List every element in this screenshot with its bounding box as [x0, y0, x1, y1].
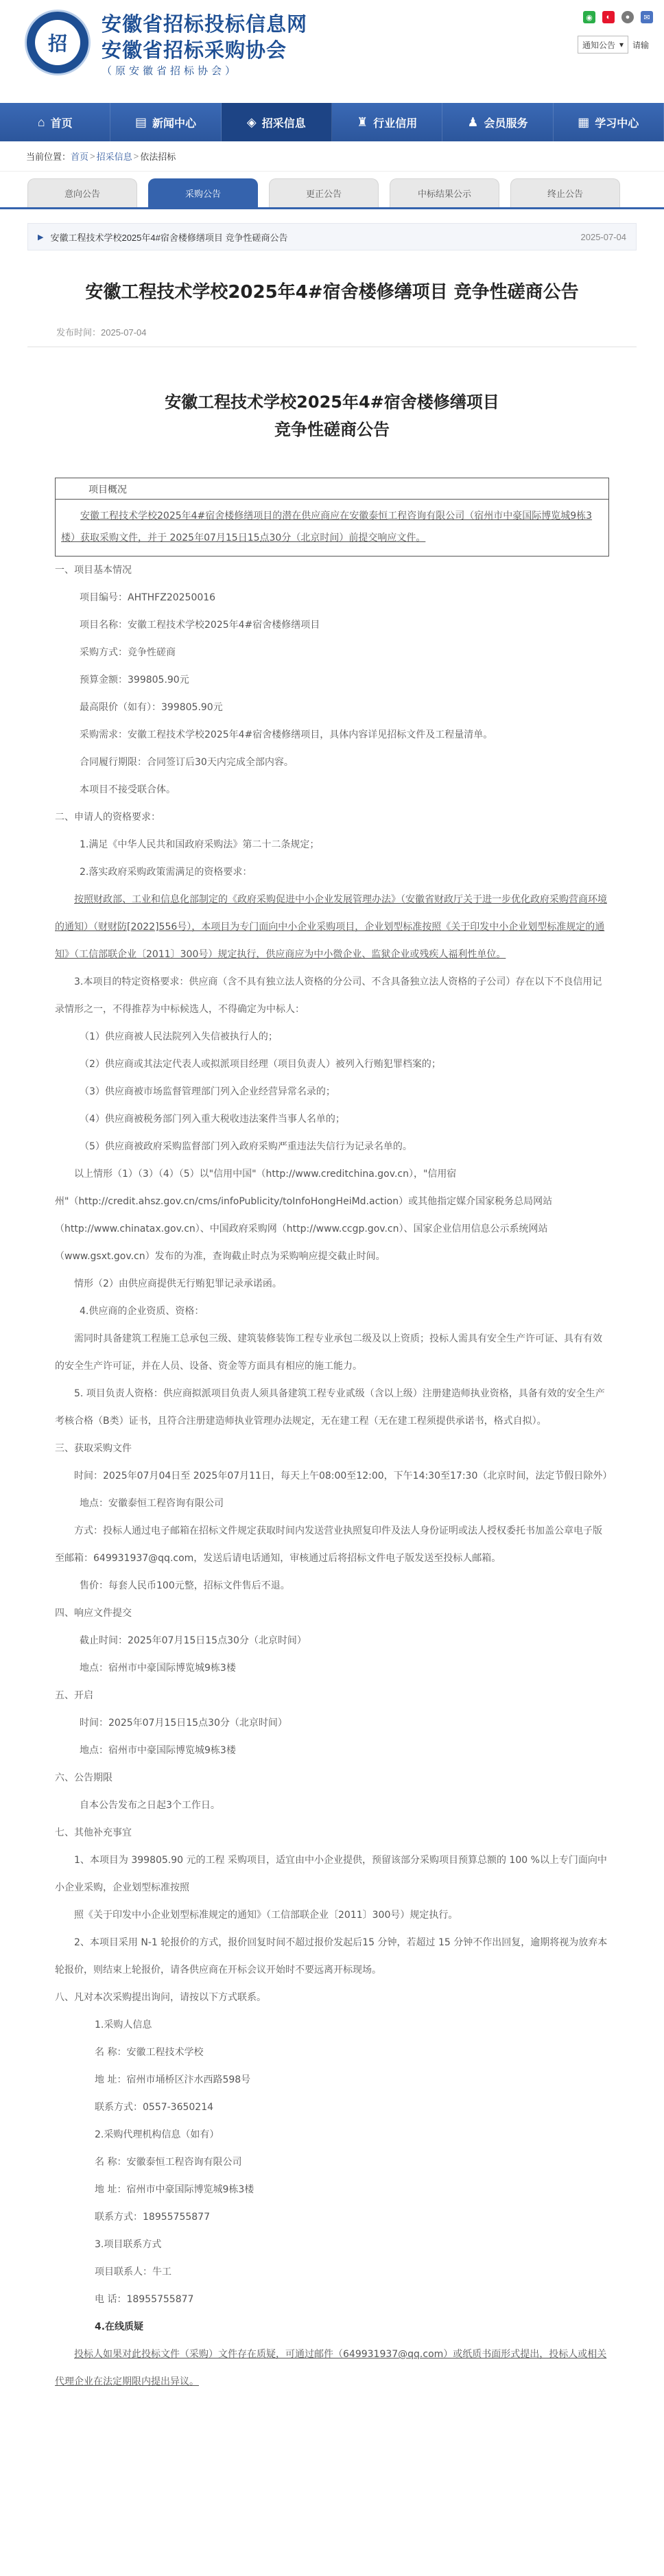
- publish-time: 发布时间：2025-07-04: [56, 327, 147, 338]
- notice-title-bar: [27, 223, 637, 250]
- paragraph: 方式：投标人通过电子邮箱在招标文件规定获取时间内发送营业执照复印件及法人身份证明或法人授权委托书加盖公章电子版至邮箱：649931937@qq.com，发送后请电话通知，审核通过后将招标文件电子版发送至投标人邮箱。: [55, 1525, 602, 1564]
- mail-icon[interactable]: ✉: [641, 11, 653, 23]
- outline-heading: 项目概况: [56, 478, 608, 500]
- list-item: （1）供应商被人民法院列入失信被执行人的；: [80, 1031, 278, 1042]
- contact-line: 联系方式：0557-3650214: [95, 2102, 214, 2113]
- learning-icon: ▦: [578, 115, 590, 129]
- paragraph: 投标人如果对此投标文件（采购）文件存在质疑，可通过邮件（649931937@qq.com）或纸质书面形式提出，投标人或相关代理企业在法定期限内提出异议。: [55, 2349, 607, 2387]
- paragraph: 2、本项目采用 N-1 轮报价的方式，报价回复时间不超过报价发起后15 分钟，若超过 15 分钟不作出回复，逾期将视为放弃本轮报价，则结束上轮报价，请各供应商在开标会议开始时不要远离开标现场。: [55, 1937, 608, 1976]
- search-category-select[interactable]: [578, 36, 628, 54]
- paragraph: 情形（2）由供应商提供无行贿犯罪记录承诺函。: [74, 1278, 282, 1289]
- nav-item-label: 会员服务: [484, 117, 528, 130]
- paragraph: 5. 项目负责人资格：供应商拟派项目负责人须具备建筑工程专业贰级（含以上级）注册建造师执业资格，具备有效的安全生产考核合格（B类）证书，且符合注册建造师执业管理办法规定，无在建工程（无在建工程须提供承诺书，格式自拟）。: [55, 1388, 605, 1427]
- credit-icon: ♜: [357, 115, 368, 129]
- contact-line: 电 话：18955755877: [95, 2294, 194, 2305]
- breadcrumb-category-link[interactable]: 招采信息: [96, 152, 132, 162]
- weibo-icon[interactable]: ◐: [602, 11, 615, 23]
- search-input-placeholder[interactable]: 请输: [632, 40, 649, 50]
- section-heading: 八、凡对本次采购提出询问，请按以下方式联系。: [55, 1992, 266, 2003]
- logo-emblem-icon: 招: [35, 20, 80, 65]
- breadcrumb: [0, 141, 664, 172]
- project-outline-box: [55, 478, 609, 557]
- nav-item-home[interactable]: [0, 103, 110, 141]
- notice-title-bar-date: 2025-07-04: [580, 231, 626, 242]
- notice-document: [55, 388, 613, 2396]
- list-item: （3）供应商被市场监督管理部门列入企业经营异常名录的；: [80, 1086, 335, 1097]
- tab-intent-notice[interactable]: 意向公告: [27, 178, 137, 207]
- section-heading: 七、其他补充事宜: [55, 1827, 132, 1838]
- contact-heading: 2.采购代理机构信息（如有）: [95, 2129, 220, 2140]
- wechat-icon[interactable]: ◉: [583, 11, 595, 23]
- section-heading: 三、获取采购文件: [55, 1443, 132, 1454]
- site-name-line-3: （原安徽省招标协会）: [102, 65, 239, 77]
- nav-item-procurement[interactable]: [222, 103, 332, 141]
- list-item: （5）供应商被政府采购监督部门列入政府采购严重违法失信行为记录名单的。: [80, 1141, 412, 1152]
- nav-item-label: 招采信息: [261, 117, 306, 130]
- breadcrumb-separator: >: [133, 151, 139, 161]
- outline-body: 安徽工程技术学校2025年4#宿舍楼修缮项目的潜在供应商应在安徽泰恒工程咨询有限公司（宿州市中豪国际博览城9栋3楼）获取采购文件，并于 2025年07月15日15点30分（北京时间）前提交响应文件。: [61, 511, 593, 543]
- nav-item-label: 新闻中心: [152, 117, 196, 130]
- tab-award-notice[interactable]: 中标结果公示: [390, 178, 499, 207]
- main-nav: [0, 103, 664, 141]
- section-heading: 一、项目基本情况: [55, 565, 132, 576]
- contact-line: 名 称：安徽工程技术学校: [95, 2047, 204, 2058]
- site-name: [102, 11, 307, 78]
- site-logo[interactable]: [25, 10, 91, 75]
- paragraph: 按照财政部、工业和信息化部制定的《政府采购促进中小企业发展管理办法》（安徽省财政厅关于进一步优化政府采购营商环境的通知）（财财防[2022]556号），本项目为专门面向中小企业采购项目，企业划型标准按照《关于印发中小企业划型标准规定的通知》（工信部联企业〔2011〕300号）规定执行，供应商应为中小微企业、监狱企业或残疾人福利性单位。: [55, 894, 607, 960]
- home-icon: ⌂: [37, 115, 45, 129]
- paragraph: 时间：2025年07月15日15点30分（北京时间）: [80, 1718, 287, 1729]
- paragraph: 地点：宿州市中豪国际博览城9栋3楼: [80, 1663, 236, 1674]
- breadcrumb-prefix: 当前位置：: [26, 152, 71, 162]
- search-area: [578, 36, 649, 54]
- paragraph: 照《关于印发中小企业划型标准规定的通知》（工信部联企业〔2011〕300号）规定执行。: [74, 1910, 458, 1921]
- paragraph: 时间：2025年07月04日至 2025年07月11日，每天上午08:00至12:00，下午14:30至17:30（北京时间，法定节假日除外）: [74, 1471, 613, 1482]
- contact-line: 联系方式：18955755877: [95, 2212, 210, 2223]
- paragraph: 地点：安徽泰恒工程咨询有限公司: [80, 1498, 224, 1509]
- paragraph: 以上情形（1）（3）（4）（5）以"信用中国"（http://www.creditchina.gov.cn），"信用宿州"（http://credit.ahsz.gov.cn/cms/infoPublicity/toInfoHongHeiMd.action）或其他指定媒介国家税务总局网站（http://www.chinatax.gov.cn）、中国政府采购网（http://www.ccgp.gov.cn）、国家企业信用信息公示系统网站（www.gsxt.gov.cn）发布的为准，查询截止时点为采购响应提交截止时间。: [55, 1169, 553, 1262]
- info-line: 最高限价（如有）：399805.90元: [80, 702, 223, 713]
- info-line: 采购需求：安徽工程技术学校2025年4#宿舍楼修缮项目，具体内容详见招标文件及工程量清单。: [80, 729, 493, 740]
- paragraph: 2.落实政府采购政策需满足的资格要求：: [80, 867, 252, 878]
- user-icon[interactable]: ●: [621, 11, 634, 23]
- info-line: 预算金额：399805.90元: [80, 675, 189, 686]
- search-category-label: 通知公告: [582, 40, 615, 50]
- info-line: 项目名称：安徽工程技术学校2025年4#宿舍楼修缮项目: [80, 620, 320, 631]
- contact-heading: 3.项目联系方式: [95, 2239, 162, 2250]
- news-icon: ▤: [134, 115, 147, 129]
- nav-item-label: 行业信用: [373, 117, 418, 130]
- paragraph: 需同时具备建筑工程施工总承包三级、建筑装修装饰工程专业承包二级及以上资质；投标人需具有安全生产许可证、具有有效的安全生产许可证，并在人员、设备、资金等方面具有相应的施工能力。: [55, 1333, 602, 1372]
- nav-item-member[interactable]: [442, 103, 553, 141]
- chevron-down-icon: ▾: [619, 40, 624, 49]
- info-line: 项目编号：AHTHFZ20250016: [80, 592, 216, 603]
- list-item: （4）供应商被税务部门列入重大税收违法案件当事人名单的；: [80, 1114, 345, 1125]
- info-line: 合同履行期限：合同签订后30天内完成全部内容。: [80, 757, 294, 768]
- member-icon: ♟: [467, 115, 479, 129]
- doc-title-line-2: 竞争性磋商公告: [274, 420, 390, 439]
- paragraph: 4.供应商的企业资质、资格：: [80, 1306, 204, 1317]
- paragraph: 1.满足《中华人民共和国政府采购法》第二十二条规定；: [80, 839, 320, 850]
- paragraph: 地点：宿州市中豪国际博览城9栋3楼: [80, 1745, 236, 1756]
- notice-title-bar-text: 安徽工程技术学校2025年4#宿舍楼修缮项目 竞争性磋商公告: [50, 232, 288, 243]
- paragraph: 售价：每套人民币100元整，招标文件售后不退。: [80, 1580, 290, 1591]
- procurement-icon: ◈: [246, 115, 257, 129]
- article-title: 安徽工程技术学校2025年4#宿舍楼修缮项目 竞争性磋商公告: [85, 282, 579, 303]
- info-line: 采购方式：竞争性磋商: [80, 647, 176, 658]
- contact-line: 地 址：宿州市中豪国际博览城9栋3楼: [95, 2184, 254, 2195]
- nav-item-learning[interactable]: [554, 103, 664, 141]
- section-heading: 五、开启: [55, 1690, 93, 1701]
- contact-line: 项目联系人：牛工: [95, 2267, 171, 2278]
- arrow-right-icon: ▶: [38, 233, 44, 242]
- nav-item-label: 首页: [50, 117, 73, 130]
- site-header: [0, 0, 664, 103]
- tab-correction-notice[interactable]: 更正公告: [269, 178, 379, 207]
- tab-termination-notice[interactable]: 终止公告: [510, 178, 620, 207]
- nav-item-news[interactable]: [110, 103, 221, 141]
- nav-item-label: 学习中心: [595, 117, 639, 130]
- section-heading: 六、公告期限: [55, 1772, 112, 1783]
- contact-line: 名 称：安徽泰恒工程咨询有限公司: [95, 2157, 242, 2168]
- tab-procurement-notice[interactable]: 采购公告: [148, 178, 258, 207]
- info-line: 本项目不接受联合体。: [80, 784, 176, 795]
- paragraph: 截止时间：2025年07月15日15点30分（北京时间）: [80, 1635, 307, 1646]
- notice-tabs: [0, 172, 664, 209]
- top-icon-bar: [583, 11, 653, 23]
- contact-heading: 4.在线质疑: [95, 2321, 144, 2332]
- nav-item-credit[interactable]: [332, 103, 442, 141]
- doc-title-line-1: 安徽工程技术学校2025年4#宿舍楼修缮项目: [165, 393, 499, 412]
- breadcrumb-separator: >: [90, 151, 95, 161]
- paragraph: 1、本项目为 399805.90 元的工程 采购项目，适宜由中小企业提供，预留该部分采购项目预算总额的 100 %以上专门面向中小企业采购，企业划型标准按照: [55, 1855, 607, 1893]
- site-name-line-1: 安徽省招标投标信息网: [102, 12, 308, 36]
- paragraph: 3.本项目的特定资格要求：供应商（含不具有独立法人资格的分公司、不含具备独立法人资格的子公司）存在以下不良信用记录情形之一，不得推荐为中标候选人，不得确定为中标人：: [55, 976, 602, 1015]
- site-name-line-2: 安徽省招标采购协会: [102, 38, 287, 62]
- breadcrumb-current: 依法招标: [140, 152, 176, 162]
- breadcrumb-home-link[interactable]: 首页: [71, 152, 89, 162]
- list-item: （2）供应商或其法定代表人或拟派项目经理（项目负责人）被列入行贿犯罪档案的；: [80, 1059, 441, 1070]
- section-heading: 二、申请人的资格要求：: [55, 812, 161, 823]
- contact-heading: 1.采购人信息: [95, 2019, 152, 2030]
- paragraph: 自本公告发布之日起3个工作日。: [80, 1800, 220, 1811]
- contact-line: 地 址：宿州市埇桥区汴水西路598号: [95, 2074, 251, 2085]
- section-heading: 四、响应文件提交: [55, 1608, 132, 1619]
